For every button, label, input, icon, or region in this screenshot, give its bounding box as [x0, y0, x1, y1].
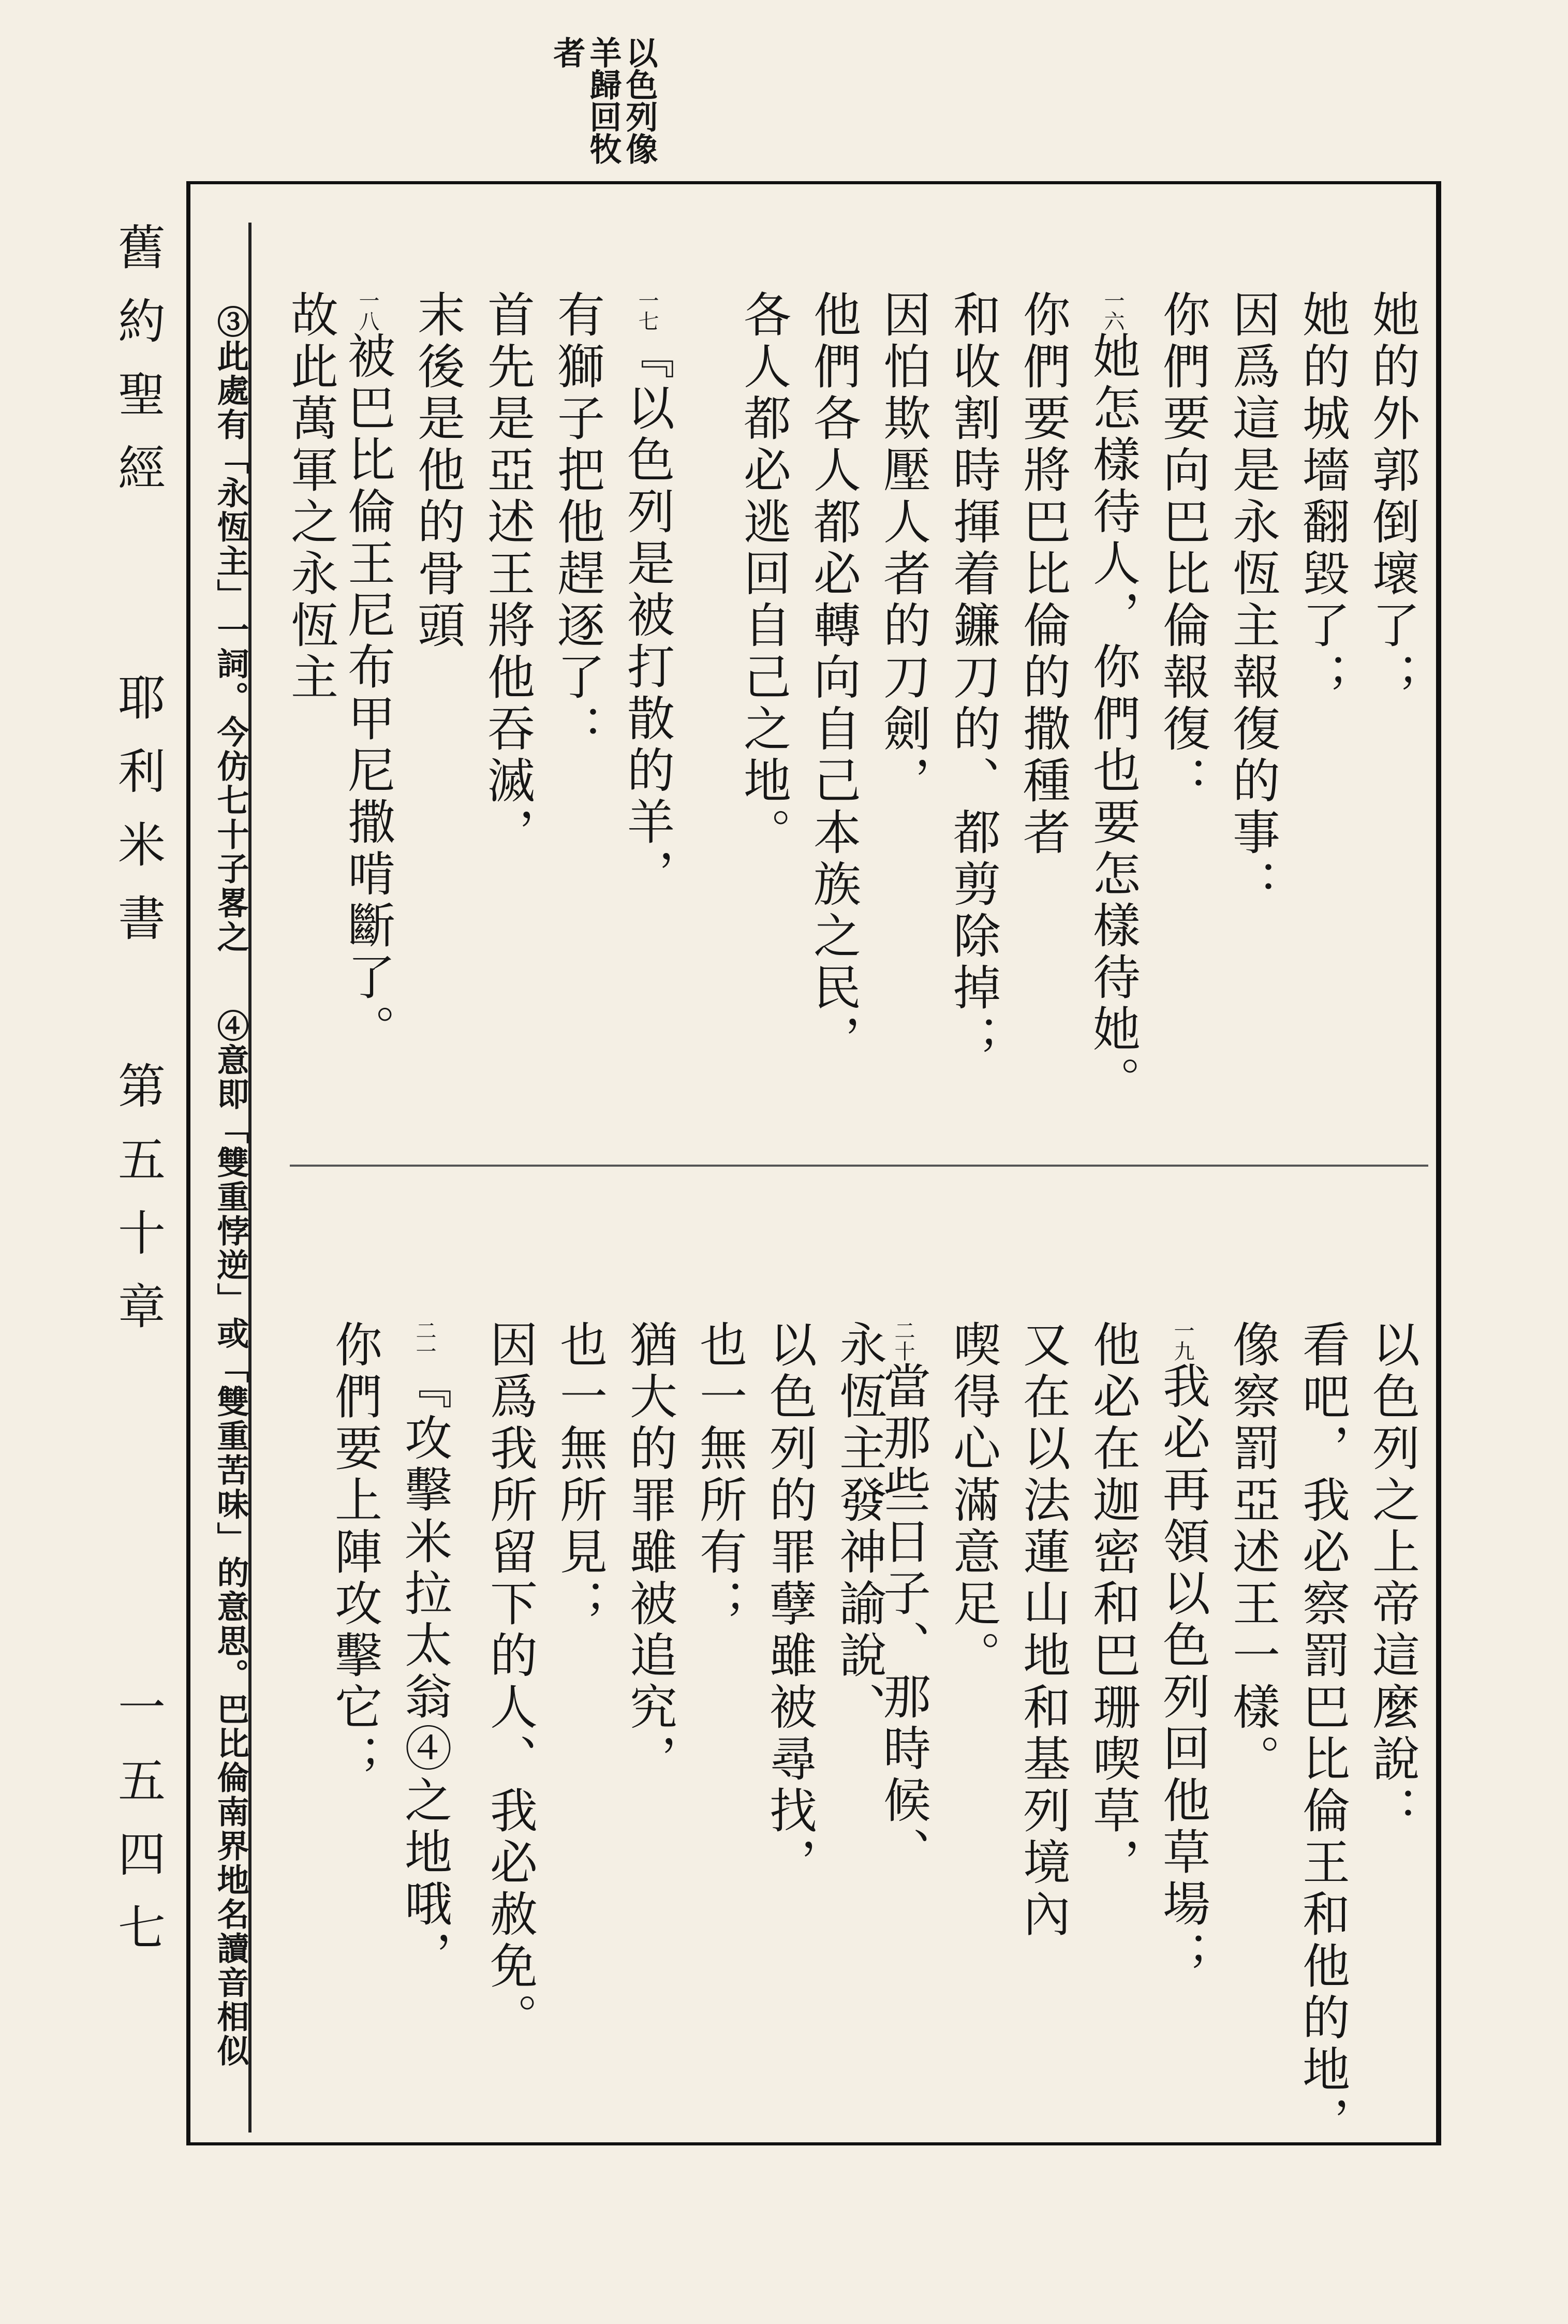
- verse-line: 因爲我所留下的人、我必赦免。: [482, 1320, 538, 2044]
- verse-line: 各人都必逃回自己之地。: [736, 290, 791, 859]
- footnote-3: ③此處有「永恆主」一詞。今仿七十子畧之: [212, 305, 249, 954]
- book-title: 舊約聖經: [110, 223, 166, 517]
- verse-line: 末後是他的骨頭: [410, 290, 465, 652]
- verse-number: 一六: [1101, 290, 1125, 331]
- header-note: [549, 36, 657, 192]
- verse-line: 你們要向巴比倫報復：: [1155, 290, 1210, 807]
- verse-text: 當那些日子、那時候、: [876, 1361, 931, 1879]
- verse-line: 他們各人都必轉向自己本族之民，: [806, 290, 861, 1066]
- verse-number: 一九: [1171, 1320, 1194, 1361]
- section-divider: [290, 1165, 1428, 1167]
- verse-text: 我必再領以色列回他草場；: [1155, 1361, 1210, 1982]
- verse-line: 他必在迦密和巴珊喫草，: [1085, 1320, 1141, 1889]
- verse-line: 看吧，我必察罰巴比倫王和他的地，: [1295, 1320, 1350, 2148]
- verse-line: 因爲這是永恆主報復的事：: [1225, 290, 1280, 911]
- verse-text: 她怎樣待人，你們也要怎樣待她。: [1085, 331, 1141, 1108]
- verse-text: 『以色列是被打散的羊，: [619, 331, 675, 901]
- chapter-label: 第五十章: [110, 1061, 166, 1355]
- book-name: 耶利米書: [110, 673, 166, 967]
- verse-line: 她的城墻翻毀了；: [1295, 290, 1350, 704]
- verse-line: 有獅子把他趕逐了：: [550, 290, 605, 756]
- verse-text: 『攻擊米拉太翁④之地哦，: [397, 1361, 452, 1982]
- header-note-line: 羊歸回牧: [584, 36, 622, 165]
- verse-line: 故此萬軍之永恆主: [283, 290, 338, 704]
- verse-line: 以色列的罪孽雖被尋找，: [762, 1320, 817, 1889]
- verse-line: 首先是亞述王將他吞滅，: [480, 290, 535, 859]
- verse-line: 和收割時揮着鐮刀的、都剪除掉；: [945, 290, 1001, 1066]
- header-note-line: 者: [548, 36, 586, 68]
- verse-number: 一七: [635, 290, 659, 331]
- verse-line: [1082, 290, 1144, 1108]
- header-note-line: 以色列像: [620, 36, 658, 165]
- footnote-4: ④意即「雙重悖逆」或「雙重苦味」的意思。巴比倫南界地名讀音相似: [212, 1009, 249, 2068]
- verse-line: 像察罰亞述王一樣。: [1225, 1320, 1280, 1786]
- verse-line: 她的外郭倒壞了；: [1365, 290, 1420, 704]
- verse-line: 喫得心滿意足。: [945, 1320, 1001, 1682]
- verse-number: 一八: [356, 290, 379, 331]
- running-head: [103, 223, 166, 2138]
- verse-line: 也一無所有；: [692, 1320, 747, 1630]
- page-number: 一五四七: [110, 1682, 166, 1976]
- verse-line: 永恆主發神諭說、: [832, 1320, 887, 1734]
- verse-line: [1151, 1320, 1214, 1982]
- verse-line: [336, 290, 398, 1056]
- verse-line: 猶大的罪雖被追究，: [622, 1320, 677, 1786]
- verse-line: 因怕欺壓人者的刀劍，: [876, 290, 931, 807]
- verse-number: 二十: [891, 1320, 915, 1361]
- verse-line: 也一無所見；: [552, 1320, 608, 1630]
- verse-line: 你們要將巴比倫的撒種者: [1015, 290, 1071, 859]
- verse-line: 你們要上陣攻擊它；: [327, 1320, 382, 1786]
- verse-line: [393, 1320, 455, 1982]
- verse-line: 以色列之上帝這麼說：: [1365, 1320, 1420, 1837]
- verse-number: 二一: [412, 1320, 436, 1361]
- verse-line: [616, 290, 678, 901]
- verse-line: 又在以法蓮山地和基列境內: [1015, 1320, 1071, 1941]
- verse-text: 被巴比倫王尼布甲尼撒啃斷了。: [340, 331, 395, 1056]
